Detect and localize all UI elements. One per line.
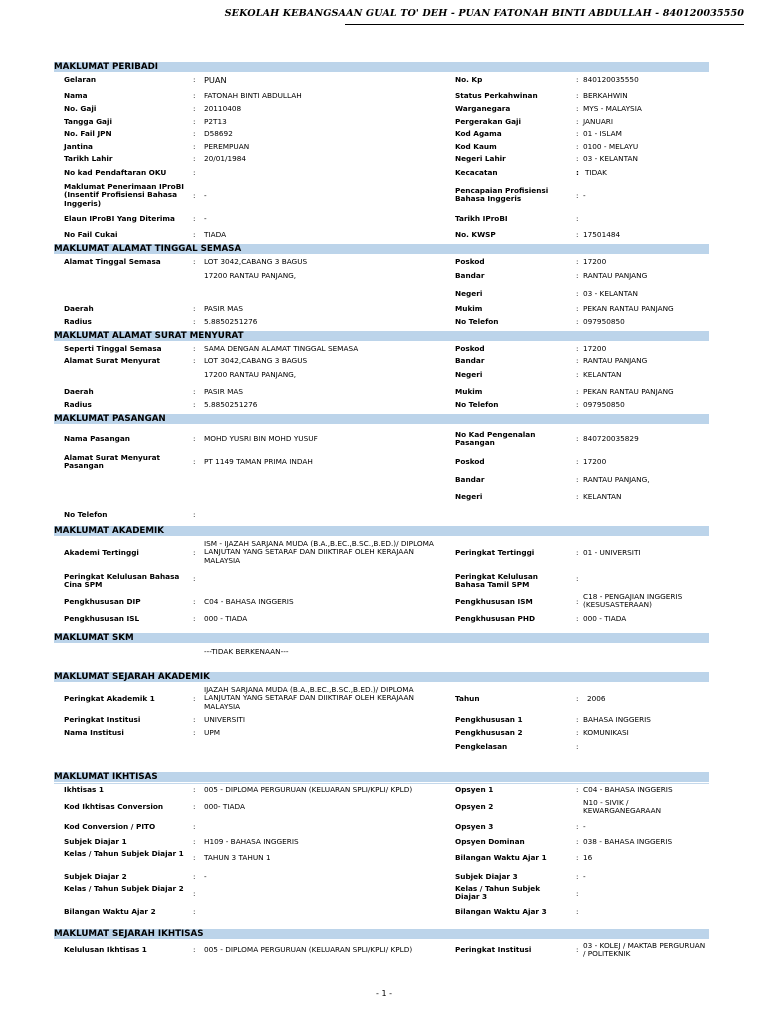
value-alamat-tinggal-line2: 17200 RANTAU PANJANG, [204, 271, 297, 280]
value-negeri-lahir: 03 - KELANTAN [583, 154, 638, 163]
label-pengkhususan-isl: Pengkhususan ISL [64, 614, 140, 623]
colon: : [193, 356, 196, 365]
value-seperti-tinggal: SAMA DENGAN ALAMAT TINGGAL SEMASA [204, 344, 359, 353]
value-no-gaji: 20110408 [204, 104, 242, 113]
colon: : [576, 853, 579, 862]
colon: : [193, 129, 196, 138]
value-daerah: PASIR MAS [204, 387, 244, 396]
colon: : [193, 728, 196, 737]
colon: : [193, 907, 196, 916]
label-pencapaian: Pencapaian Profisiensi Bahasa Inggeris [455, 186, 549, 204]
section-title-akademik: MAKLUMAT AKADEMIK [54, 526, 164, 536]
label-pengkhususan-1: Pengkhususan 1 [455, 715, 523, 724]
colon: : [576, 822, 579, 831]
colon: : [576, 191, 579, 200]
label-status: Status Perkahwinan [455, 91, 538, 100]
colon: : [193, 548, 196, 557]
value-iprobi: - [204, 191, 207, 200]
label-akademi-tertinggi: Akademi Tertinggi [64, 548, 139, 557]
value-no-kad-pasangan: 840720035829 [583, 434, 639, 443]
value-nama-pasangan: MOHD YUSRI BIN MOHD YUSUF [204, 434, 318, 443]
skm-not-applicable: ---TIDAK BERKENAAN--- [204, 647, 289, 656]
label-bandar: Bandar [455, 475, 485, 484]
colon: : [576, 548, 579, 557]
label-kod-ikhtisas-conversion: Kod Ikhtisas Conversion [64, 802, 164, 811]
label-no-fail-jpn: No. Fail JPN [64, 129, 112, 138]
value-ikhtisas-1: 005 - DIPLOMA PERGURUAN (KELUARAN SPLI/KPLI/ KPLD) [204, 785, 413, 794]
label-kelulusan-cina: Peringkat Kelulusan Bahasa Cina SPM [64, 572, 180, 590]
colon: : [193, 104, 196, 113]
label-opsyen-2: Opsyen 2 [455, 802, 494, 811]
value-elaun: - [204, 214, 207, 223]
label-seperti-tinggal: Seperti Tinggal Semasa [64, 344, 162, 353]
colon: : [193, 853, 196, 862]
value-pengkhususan-ism: C18 - PENGAJIAN INGGERIS (KESUSASTERAAN) [583, 592, 683, 610]
label-iprobi: Maklumat Penerimaan IProBI (Insentif Profisiensi Bahasa Inggeris) [64, 182, 184, 208]
colon: : [576, 317, 579, 326]
value-mukim: PEKAN RANTAU PANJANG [583, 304, 674, 313]
label-elaun: Elaun IProBI Yang Diterima [64, 214, 175, 223]
colon: : [576, 715, 579, 724]
value-no-telefon: 097950850 [583, 317, 625, 326]
value-opsyen-3: - [583, 822, 586, 831]
label-subjek-diajar-1: Subjek Diajar 1 [64, 837, 127, 846]
colon: : [193, 510, 196, 519]
colon: : [193, 802, 196, 811]
value-no-kp: 840120035550 [583, 75, 639, 84]
colon: : [576, 75, 579, 84]
colon: : [193, 715, 196, 724]
colon: : [193, 457, 196, 466]
label-nama-pasangan: Nama Pasangan [64, 434, 130, 443]
colon: : [576, 214, 579, 223]
value-peringkat-institusi: UNIVERSITI [204, 715, 246, 724]
colon: : [193, 694, 196, 703]
value-opsyen-1: C04 - BAHASA INGGERIS [583, 785, 673, 794]
colon: : [193, 837, 196, 846]
label-jantina: Jantina [64, 142, 93, 151]
colon: : [576, 289, 579, 298]
label-oku: No kad Pendaftaran OKU [64, 168, 167, 177]
colon: : [576, 597, 579, 606]
label-pengkhususan-dip: Pengkhususan DIP [64, 597, 141, 606]
label-warganegara: Warganegara [455, 104, 511, 113]
value-warganegara: MYS - MALAYSIA [583, 104, 642, 113]
label-nama: Nama [64, 91, 88, 100]
label-pengkhususan-phd: Pengkhususan PHD [455, 614, 536, 623]
label-gelaran: Gelaran [64, 75, 97, 84]
label-pengkelasan: Pengkelasan [455, 742, 508, 751]
label-poskod: Poskod [455, 457, 485, 466]
section-title-peribadi: MAKLUMAT PERIBADI [54, 62, 159, 72]
colon: : [193, 230, 196, 239]
colon: : [576, 872, 579, 881]
label-kelas-tahun-1: Kelas / Tahun Subjek Diajar 1 [64, 849, 184, 858]
value-tahun: 2006 [587, 694, 606, 703]
colon: : [576, 574, 579, 583]
label-tangga-gaji: Tangga Gaji [64, 117, 112, 126]
label-subjek-diajar-2: Subjek Diajar 2 [64, 872, 127, 881]
colon: : [576, 129, 579, 138]
value-status: BERKAHWIN [583, 91, 628, 100]
label-no-kp: No. Kp [455, 75, 483, 84]
value-kwsp: 17501484 [583, 230, 621, 239]
colon: : [576, 742, 579, 751]
label-bandar: Bandar [455, 356, 485, 365]
colon: : [193, 785, 196, 794]
value-alamat-tinggal-line1: LOT 3042,CABANG 3 BAGUS [204, 257, 308, 266]
label-no-telefon: No Telefon [455, 400, 499, 409]
document-header: SEKOLAH KEBANGSAAN GUAL TO' DEH - PUAN FATONAH BINTI ABDULLAH - 840120035550 [224, 8, 744, 19]
colon: : [576, 400, 579, 409]
colon: : [193, 75, 196, 84]
label-daerah: Daerah [64, 304, 94, 313]
label-kelas-tahun-3: Kelas / Tahun Subjek Diajar 3 [455, 884, 541, 902]
colon: : [193, 400, 196, 409]
value-pergerakan-gaji: JANUARI [583, 117, 614, 126]
value-kod-agama: 01 - ISLAM [583, 129, 622, 138]
value-bilangan-waktu-1: 16 [583, 853, 593, 862]
value-peringkat-akademik-1: IJAZAH SARJANA MUDA (B.A.,B.EC.,B.SC.,B.ED.)/ DIPLOMA LANJUTAN YANG SETARAF DAN DIIKTIRAF OLEH KERAJAAN MALAYSIA [204, 685, 414, 711]
value-kelas-tahun-1: TAHUN 3 TAHUN 1 [204, 853, 271, 862]
label-alamat-pasangan: Alamat Surat Menyurat Pasangan [64, 453, 160, 471]
colon: : [193, 822, 196, 831]
label-pengkhususan-ism: Pengkhususan ISM [455, 597, 533, 606]
colon: : [576, 457, 579, 466]
colon: : [193, 597, 196, 606]
value-bandar: RANTAU PANJANG [583, 271, 648, 280]
value-subjek-diajar-2: - [204, 872, 207, 881]
section-divider [54, 783, 709, 784]
colon: : [193, 191, 196, 200]
label-subjek-diajar-3: Subjek Diajar 3 [455, 872, 518, 881]
header-rule [345, 24, 744, 25]
colon: : [576, 257, 579, 266]
label-kelulusan-tamil: Peringkat Kelulusan Bahasa Tamil SPM [455, 572, 538, 590]
value-pengkhususan-dip: C04 - BAHASA INGGERIS [204, 597, 294, 606]
colon: : [576, 728, 579, 737]
colon: : [193, 117, 196, 126]
value-mukim: PEKAN RANTAU PANJANG [583, 387, 674, 396]
colon: : [193, 142, 196, 151]
value-radius: 5.8850251276 [204, 317, 258, 326]
label-kwsp: No. KWSP [455, 230, 496, 239]
page-number: - 1 - [376, 989, 392, 998]
colon: : [193, 872, 196, 881]
label-no-telefon: No Telefon [455, 317, 499, 326]
value-daerah: PASIR MAS [204, 304, 244, 313]
value-nama-institusi: UPM [204, 728, 221, 737]
colon: : [193, 154, 196, 163]
value-nama: FATONAH BINTI ABDULLAH [204, 91, 302, 100]
label-no-telefon: No Telefon [64, 510, 108, 519]
value-negeri: KELANTAN [583, 370, 622, 379]
colon: : [193, 945, 196, 954]
label-ikhtisas-1: Ikhtisas 1 [64, 785, 104, 794]
label-no-gaji: No. Gaji [64, 104, 97, 113]
label-peringkat-institusi: Peringkat Institusi [64, 715, 141, 724]
colon: : [576, 230, 579, 239]
colon: : [576, 387, 579, 396]
colon: : [576, 104, 579, 113]
label-tahun: Tahun [455, 694, 480, 703]
value-tarikh-lahir: 20/01/1984 [204, 154, 247, 163]
colon: : [193, 344, 196, 353]
colon: : [576, 434, 579, 443]
label-radius: Radius [64, 400, 92, 409]
value-bandar: RANTAU PANJANG [583, 356, 648, 365]
value-alamat-pasangan: PT 1149 TAMAN PRIMA INDAH [204, 457, 313, 466]
value-negeri: KELANTAN [583, 492, 622, 501]
colon: : [193, 574, 196, 583]
value-kelulusan-ikhtisas-1: 005 - DIPLOMA PERGURUAN (KELUARAN SPLI/KPLI/ KPLD) [204, 945, 413, 954]
colon: : [576, 154, 579, 163]
value-pengkhususan-phd: 000 - TIADA [583, 614, 627, 623]
colon: : [193, 214, 196, 223]
label-opsyen-1: Opsyen 1 [455, 785, 494, 794]
colon: : [193, 91, 196, 100]
label-mukim: Mukim [455, 387, 483, 396]
value-no-fail-cukai: TIADA [204, 230, 227, 239]
label-negeri: Negeri [455, 492, 483, 501]
label-negeri-lahir: Negeri Lahir [455, 154, 506, 163]
value-pengkhususan-1: BAHASA INGGERIS [583, 715, 651, 724]
value-poskod: 17200 [583, 257, 607, 266]
value-pencapaian: - [583, 191, 586, 200]
colon: : [576, 694, 579, 703]
colon: : [193, 434, 196, 443]
colon: : [193, 317, 196, 326]
label-negeri: Negeri [455, 289, 483, 298]
colon: : [193, 614, 196, 623]
value-opsyen-2: N10 - SIVIK / KEWARGANEGARAAN [583, 798, 662, 816]
colon: : [576, 168, 579, 177]
colon: : [576, 945, 579, 954]
value-poskod: 17200 [583, 344, 607, 353]
value-no-fail-jpn: D58692 [204, 129, 233, 138]
label-kod-kaum: Kod Kaum [455, 142, 497, 151]
colon: : [193, 168, 196, 177]
section-title-sejarah-akademik: MAKLUMAT SEJARAH AKADEMIK [54, 672, 210, 682]
colon: : [576, 475, 579, 484]
label-alamat-tinggal: Alamat Tinggal Semasa [64, 257, 161, 266]
label-mukim: Mukim [455, 304, 483, 313]
section-title-sejarah-ikhtisas: MAKLUMAT SEJARAH IKHTISAS [54, 929, 204, 939]
colon: : [576, 837, 579, 846]
label-alamat-surat: Alamat Surat Menyurat [64, 356, 160, 365]
colon: : [576, 614, 579, 623]
label-kod-agama: Kod Agama [455, 129, 502, 138]
colon: : [576, 907, 579, 916]
colon: : [193, 387, 196, 396]
section-title-pasangan: MAKLUMAT PASANGAN [54, 414, 166, 424]
section-title-alamat-tinggal: MAKLUMAT ALAMAT TINGGAL SEMASA [54, 244, 242, 254]
value-opsyen-dominan: 038 - BAHASA INGGERIS [583, 837, 673, 846]
value-no-telefon: 097950850 [583, 400, 625, 409]
label-no-fail-cukai: No Fail Cukai [64, 230, 118, 239]
label-bilangan-waktu-2: Bilangan Waktu Ajar 2 [64, 907, 156, 916]
value-alamat-surat-line2: 17200 RANTAU PANJANG, [204, 370, 297, 379]
value-kod-kaum: 0100 - MELAYU [583, 142, 639, 151]
label-opsyen-dominan: Opsyen Dominan [455, 837, 525, 846]
colon: : [193, 257, 196, 266]
value-gelaran: PUAN [204, 75, 227, 85]
colon: : [193, 889, 196, 898]
value-akademi-tertinggi: ISM - IJAZAH SARJANA MUDA (B.A.,B.EC.,B.SC.,B.ED.)/ DIPLOMA LANJUTAN YANG SETARAF DAN DIIKTIRAF OLEH KERAJAAN MALAYSIA [204, 539, 434, 565]
label-bilangan-waktu-3: Bilangan Waktu Ajar 3 [455, 907, 547, 916]
label-tarikh-lahir: Tarikh Lahir [64, 154, 113, 163]
section-title-alamat-surat: MAKLUMAT ALAMAT SURAT MENYURAT [54, 331, 244, 341]
colon: : [576, 370, 579, 379]
value-tangga-gaji: P2T13 [204, 117, 227, 126]
label-radius: Radius [64, 317, 92, 326]
value-subjek-diajar-1: H109 - BAHASA INGGERIS [204, 837, 299, 846]
value-bandar: RANTAU PANJANG, [583, 475, 650, 484]
colon: : [576, 142, 579, 151]
label-bandar: Bandar [455, 271, 485, 280]
label-opsyen-3: Opsyen 3 [455, 822, 494, 831]
label-peringkat-tertinggi: Peringkat Tertinggi [455, 548, 535, 557]
label-peringkat-institusi: Peringkat Institusi [455, 945, 532, 954]
colon: : [576, 271, 579, 280]
colon: : [576, 889, 579, 898]
value-poskod: 17200 [583, 457, 607, 466]
label-bilangan-waktu-1: Bilangan Waktu Ajar 1 [455, 853, 547, 862]
section-title-ikhtisas: MAKLUMAT IKHTISAS [54, 772, 158, 782]
label-kelas-tahun-2: Kelas / Tahun Subjek Diajar 2 [64, 884, 184, 893]
label-pengkhususan-2: Pengkhususan 2 [455, 728, 523, 737]
label-tarikh-iprobi: Tarikh IProBI [455, 214, 508, 223]
colon: : [576, 785, 579, 794]
label-kecacatan: Kecacatan [455, 168, 498, 177]
label-poskod: Poskod [455, 344, 485, 353]
label-kod-conversion-pito: Kod Conversion / PITO [64, 822, 156, 831]
colon: : [193, 304, 196, 313]
value-kod-ikhtisas-conversion: 000- TIADA [204, 802, 245, 811]
value-radius: 5.8850251276 [204, 400, 258, 409]
value-pengkhususan-isl: 000 - TIADA [204, 614, 248, 623]
label-pergerakan-gaji: Pergerakan Gaji [455, 117, 522, 126]
label-kelulusan-ikhtisas-1: Kelulusan Ikhtisas 1 [64, 945, 147, 954]
value-subjek-diajar-3: - [583, 872, 586, 881]
colon: : [576, 492, 579, 501]
colon: : [576, 91, 579, 100]
label-daerah: Daerah [64, 387, 94, 396]
value-peringkat-tertinggi: 01 - UNIVERSITI [583, 548, 641, 557]
label-negeri: Negeri [455, 370, 483, 379]
value-kecacatan: TIDAK [585, 168, 607, 177]
label-nama-institusi: Nama Institusi [64, 728, 124, 737]
label-no-kad-pasangan: No Kad Pengenalan Pasangan [455, 430, 536, 448]
colon: : [576, 344, 579, 353]
label-poskod: Poskod [455, 257, 485, 266]
label-peringkat-akademik-1: Peringkat Akademik 1 [64, 694, 155, 703]
value-peringkat-institusi: 03 - KOLEJ / MAKTAB PERGURUAN / POLITEKNIK [583, 941, 706, 959]
value-alamat-surat-line1: LOT 3042,CABANG 3 BAGUS [204, 356, 308, 365]
value-pengkhususan-2: KOMUNIKASI [583, 728, 629, 737]
colon: : [576, 117, 579, 126]
colon: : [576, 304, 579, 313]
section-band [54, 633, 709, 643]
value-jantina: PEREMPUAN [204, 142, 250, 151]
section-title-skm: MAKLUMAT SKM [54, 633, 134, 643]
colon: : [576, 356, 579, 365]
value-negeri: 03 - KELANTAN [583, 289, 638, 298]
